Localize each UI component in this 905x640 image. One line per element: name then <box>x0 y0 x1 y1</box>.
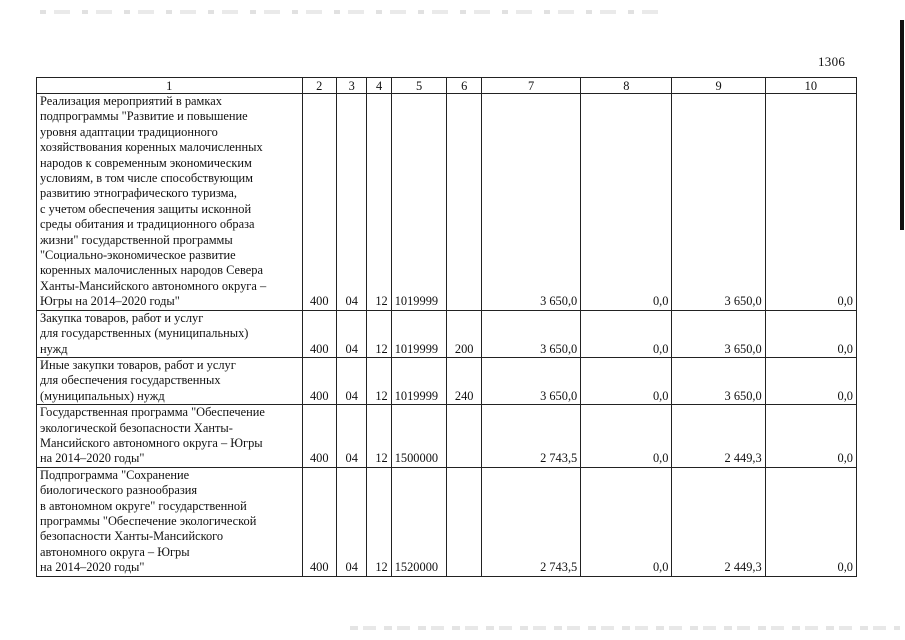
row-name: Подпрограмма "Сохранение биологического разнообразия в автономном округе" государственной программы "Обеспечение экологической безопасности Ханты-Мансийского автономного округа – Югры на 2014–2020 годы" <box>37 467 303 576</box>
cell-target-article: 1500000 <box>391 405 447 468</box>
cell-section: 400 <box>302 467 336 576</box>
column-header: 9 <box>672 78 765 94</box>
row-name: Реализация мероприятий в рамках подпрограммы "Развитие и повышение уровня адаптации традиционного хозяйствования коренных малочисленных народов к современным экономическим условиям, в том числе способствующим развитию этнографического туризма, с учетом обеспечения защиты исконной среды обитания и традиционного образа жизни" государственной программы "Социально-экономическое развитие коренных малочисленных народов Севера Ханты-Мансийского автономного округа – Югры на 2014–2020 годы" <box>37 94 303 311</box>
table-row <box>37 405 857 468</box>
cell-amount: 0,0 <box>581 310 672 357</box>
column-header: 6 <box>447 78 481 94</box>
cell-subsection-code: 12 <box>367 310 391 357</box>
cell-amount: 3 650,0 <box>672 94 765 311</box>
column-header: 5 <box>391 78 447 94</box>
row-name: Закупка товаров, работ и услуг для государственных (муниципальных) нужд <box>37 310 303 357</box>
cell-subsection-code: 12 <box>367 94 391 311</box>
cell-amount: 3 650,0 <box>672 357 765 404</box>
cell-subsection: 04 <box>337 357 367 404</box>
cell-section: 400 <box>302 310 336 357</box>
cell-target-article: 1019999 <box>391 310 447 357</box>
cell-amount: 0,0 <box>765 357 856 404</box>
column-header: 4 <box>367 78 391 94</box>
cell-section: 400 <box>302 357 336 404</box>
cell-amount: 0,0 <box>765 310 856 357</box>
scan-edge-bar <box>900 20 904 230</box>
cell-amount: 2 449,3 <box>672 467 765 576</box>
row-name: Иные закупки товаров, работ и услуг для обеспечения государственных (муниципальных) нужд <box>37 357 303 404</box>
cell-subsection-code: 12 <box>367 405 391 468</box>
scan-artifact-bottom <box>350 626 900 630</box>
cell-amount: 2 743,5 <box>481 405 580 468</box>
cell-expense-type: 240 <box>447 357 481 404</box>
column-header: 10 <box>765 78 856 94</box>
cell-amount: 0,0 <box>581 405 672 468</box>
cell-subsection: 04 <box>337 405 367 468</box>
column-header: 1 <box>37 78 303 94</box>
table-row <box>37 94 857 311</box>
cell-amount: 3 650,0 <box>481 357 580 404</box>
cell-amount: 0,0 <box>765 94 856 311</box>
table-row <box>37 357 857 404</box>
column-header: 7 <box>481 78 580 94</box>
row-name: Государственная программа "Обеспечение экологической безопасности Ханты- Мансийского автономного округа – Югры на 2014–2020 годы" <box>37 405 303 468</box>
cell-subsection-code: 12 <box>367 467 391 576</box>
cell-expense-type <box>447 467 481 576</box>
cell-amount: 2 449,3 <box>672 405 765 468</box>
cell-amount: 0,0 <box>581 357 672 404</box>
cell-target-article: 1019999 <box>391 357 447 404</box>
cell-amount: 3 650,0 <box>672 310 765 357</box>
cell-amount: 0,0 <box>765 405 856 468</box>
cell-amount: 0,0 <box>765 467 856 576</box>
table-row <box>37 310 857 357</box>
cell-expense-type: 200 <box>447 310 481 357</box>
cell-target-article: 1520000 <box>391 467 447 576</box>
cell-amount: 0,0 <box>581 467 672 576</box>
budget-table <box>36 77 857 577</box>
cell-amount: 0,0 <box>581 94 672 311</box>
column-header: 3 <box>337 78 367 94</box>
cell-subsection: 04 <box>337 94 367 311</box>
scan-artifact-top <box>40 10 660 14</box>
cell-subsection: 04 <box>337 310 367 357</box>
cell-amount: 2 743,5 <box>481 467 580 576</box>
table-header-row <box>37 78 857 94</box>
cell-subsection-code: 12 <box>367 357 391 404</box>
cell-section: 400 <box>302 405 336 468</box>
cell-expense-type <box>447 94 481 311</box>
column-header: 8 <box>581 78 672 94</box>
cell-target-article: 1019999 <box>391 94 447 311</box>
cell-section: 400 <box>302 94 336 311</box>
cell-subsection: 04 <box>337 467 367 576</box>
cell-expense-type <box>447 405 481 468</box>
cell-amount: 3 650,0 <box>481 94 580 311</box>
table-row <box>37 467 857 576</box>
cell-amount: 3 650,0 <box>481 310 580 357</box>
page-number: 1306 <box>818 54 846 69</box>
column-header: 2 <box>302 78 336 94</box>
